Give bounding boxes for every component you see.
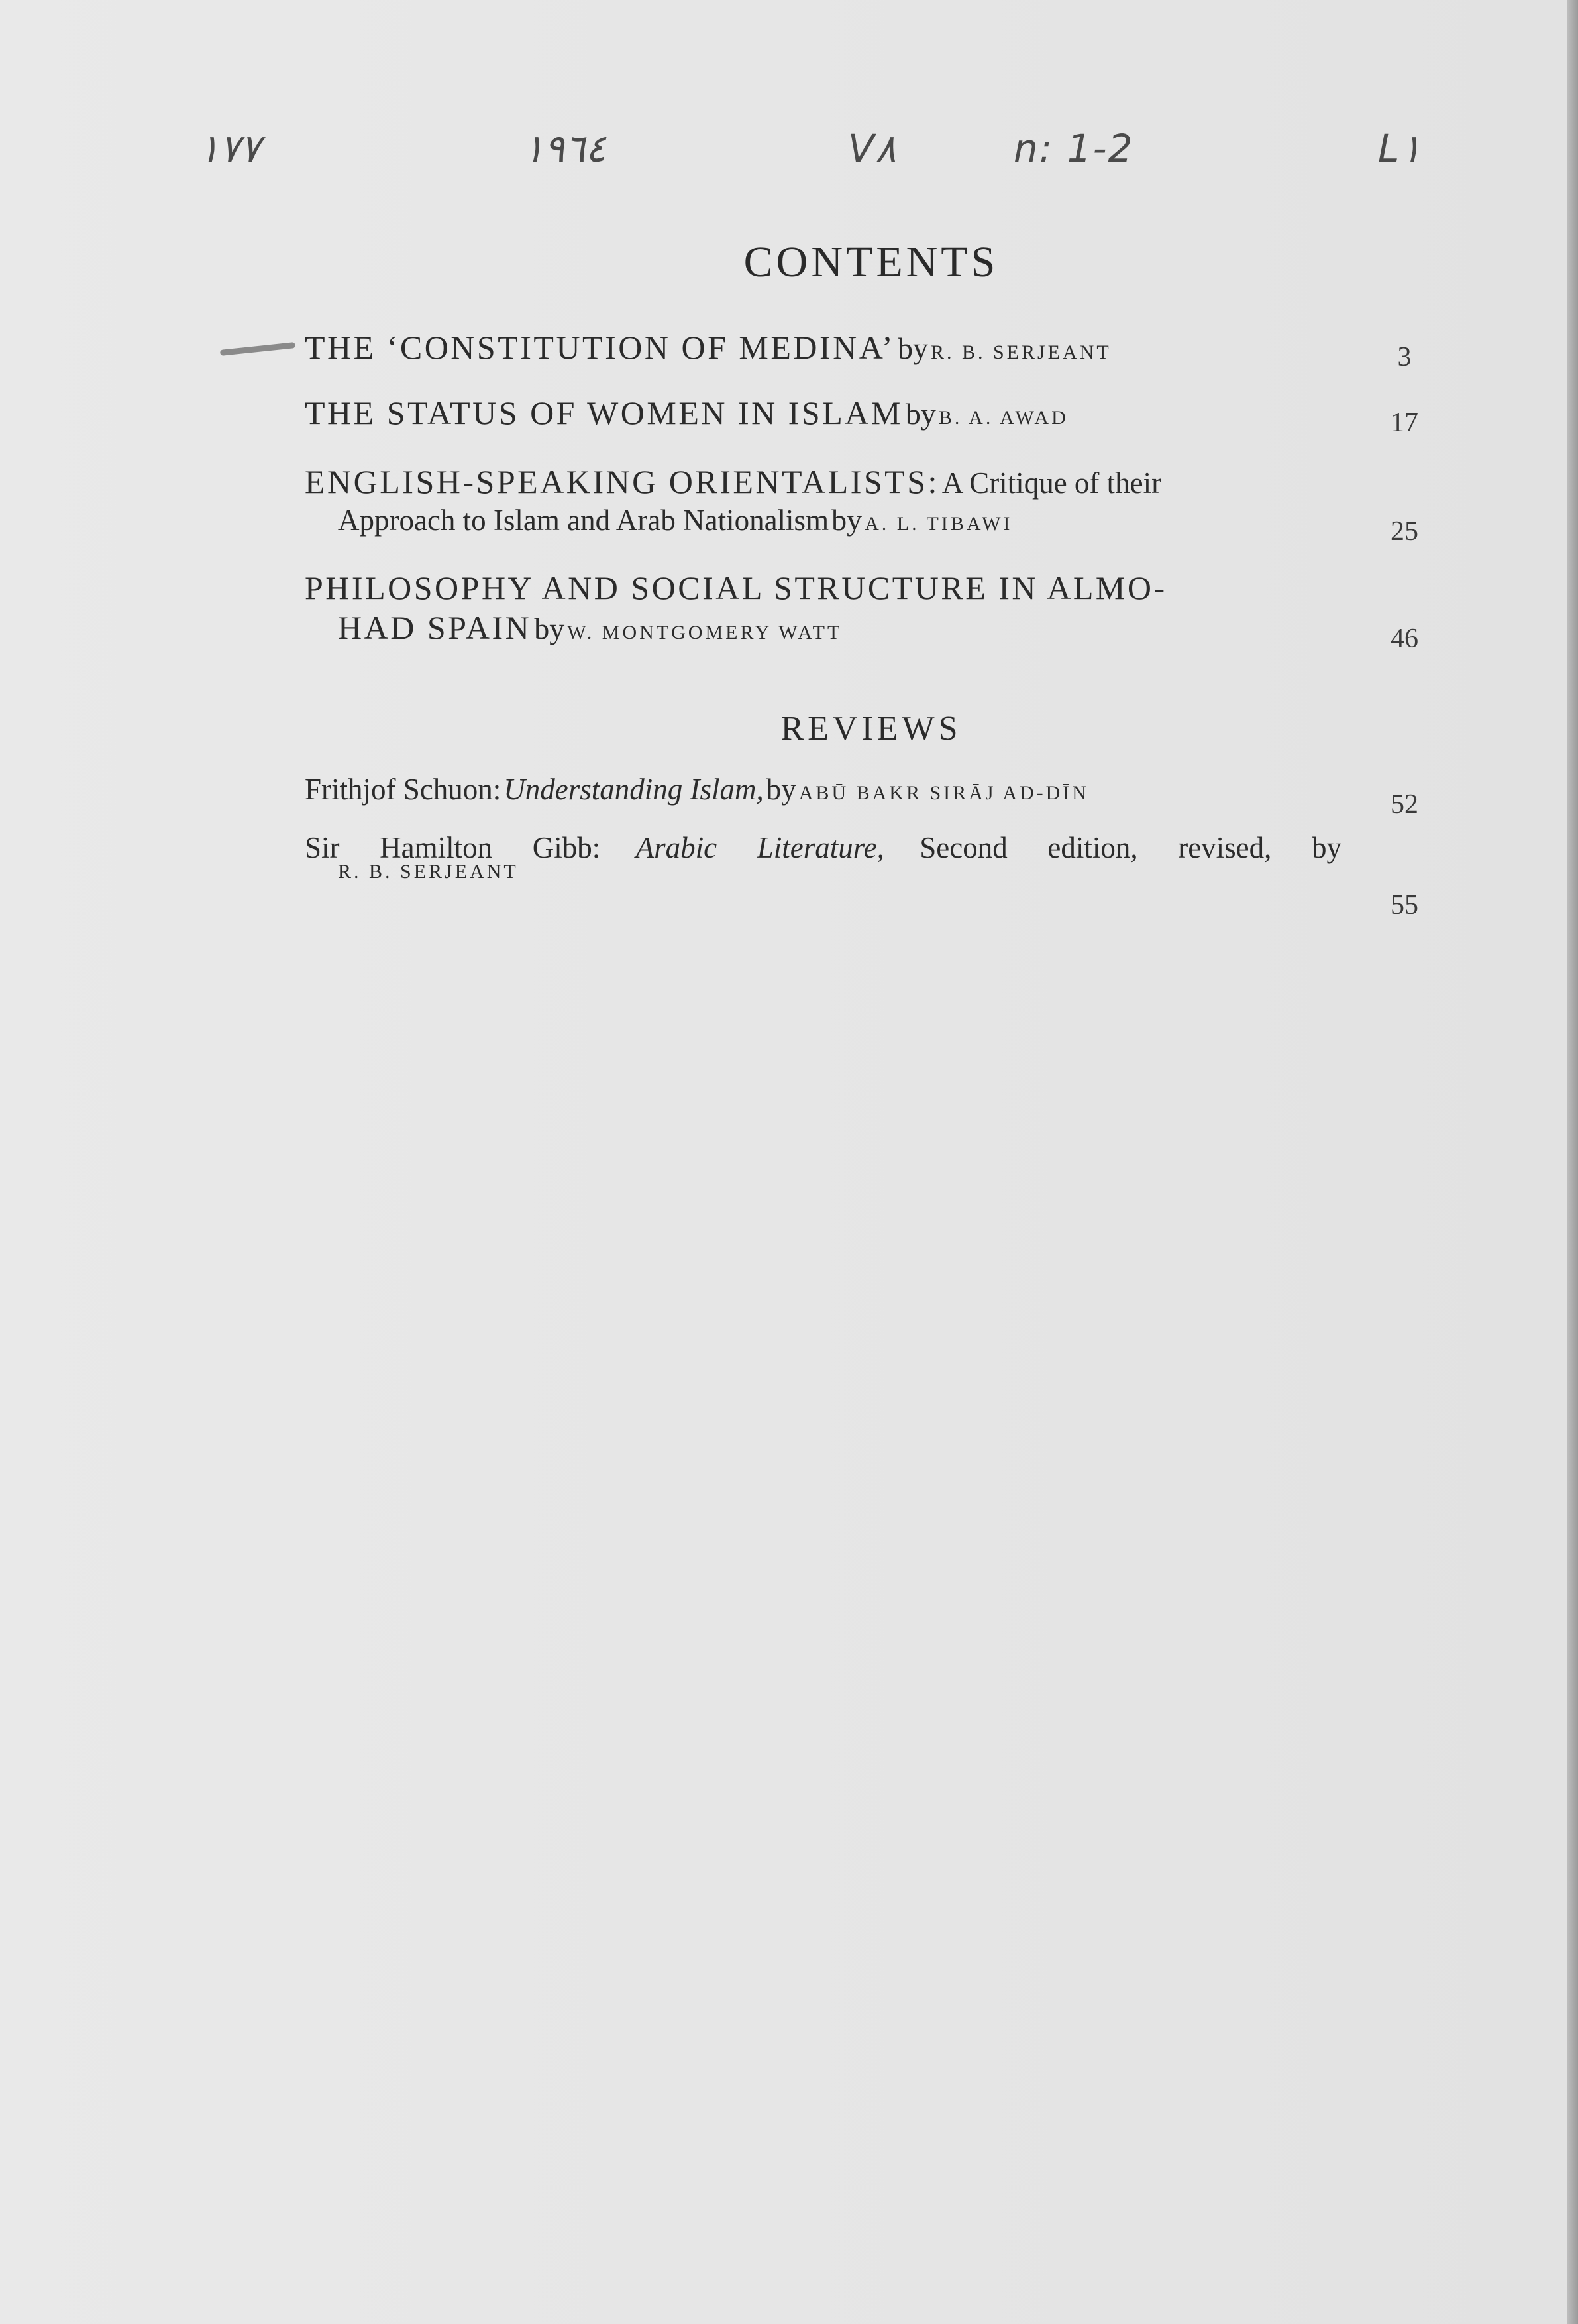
reviewed-author: Sir Hamilton Gibb:: [305, 831, 601, 864]
reviewed-work: Understanding Islam,: [503, 773, 764, 806]
article-title-cont: HAD SPAIN: [338, 609, 532, 646]
toc-entry-1: THE ‘CONSTITUTION OF MEDINA’ by R. B. SERJEANT: [305, 329, 1112, 366]
page-number: 52: [1391, 789, 1418, 820]
pencil-mark: [220, 342, 295, 356]
page-edge-shadow: [1567, 0, 1578, 2324]
article-author: R. B. SERJEANT: [930, 341, 1112, 363]
article-subtitle: A Critique of their: [941, 467, 1162, 500]
review-entry-2: Sir Hamilton Gibb: Arabic Literature, Second edition, revised, by R. B. SERJEANT: [305, 831, 1342, 883]
reviewed-work: Arabic Literature,: [635, 831, 884, 864]
article-author: W. MONTGOMERY WATT: [567, 622, 843, 643]
contents-heading: CONTENTS: [743, 238, 999, 286]
article-author: A. L. TIBAWI: [865, 513, 1013, 535]
article-title: THE ‘CONSTITUTION OF MEDINA’: [305, 329, 895, 366]
handwritten-note-1: ١٧٧: [199, 126, 261, 171]
reviewer: R. B. SERJEANT: [338, 861, 519, 883]
reviewed-author: Frithjof Schuon:: [305, 773, 501, 806]
reviews-heading: REVIEWS: [780, 710, 962, 747]
handwritten-note-3: V٨: [848, 126, 896, 171]
page-number: 25: [1391, 516, 1418, 547]
page-number: 46: [1391, 624, 1418, 654]
article-subtitle-cont: Approach to Islam and Arab Nationalism: [338, 504, 829, 537]
article-author: B. A. AWAD: [938, 407, 1069, 429]
review-entry-1: Frithjof Schuon: Understanding Islam, by ABŪ BAKR SIRĀJ AD-DĪN: [305, 773, 1089, 806]
article-title: ENGLISH-SPEAKING ORIENTALISTS: [305, 463, 928, 500]
article-title: PHILOSOPHY AND SOCIAL STRUCTURE IN ALMO-: [305, 569, 1167, 606]
handwritten-note-2: ١٩٦٤: [523, 126, 606, 171]
handwritten-note-4: n: 1-2: [1014, 126, 1134, 171]
toc-entry-4: PHILOSOPHY AND SOCIAL STRUCTURE IN ALMO- HAD SPAIN by W. MONTGOMERY WATT: [305, 569, 1167, 646]
toc-entry-2: THE STATUS OF WOMEN IN ISLAM by B. A. AWAD: [305, 394, 1069, 431]
toc-entry-3: ENGLISH-SPEAKING ORIENTALISTS: A Critique of their Approach to Islam and Arab Nationalism by A. L. TIBAWI: [305, 463, 1162, 537]
page-number: 55: [1391, 890, 1418, 920]
handwritten-note-5: L١: [1378, 126, 1422, 171]
page-number: 17: [1391, 408, 1418, 438]
reviewer: ABŪ BAKR SIRĀJ AD-DĪN: [798, 782, 1089, 804]
page-number: 3: [1397, 342, 1412, 372]
article-title: THE STATUS OF WOMEN IN ISLAM: [305, 394, 903, 431]
